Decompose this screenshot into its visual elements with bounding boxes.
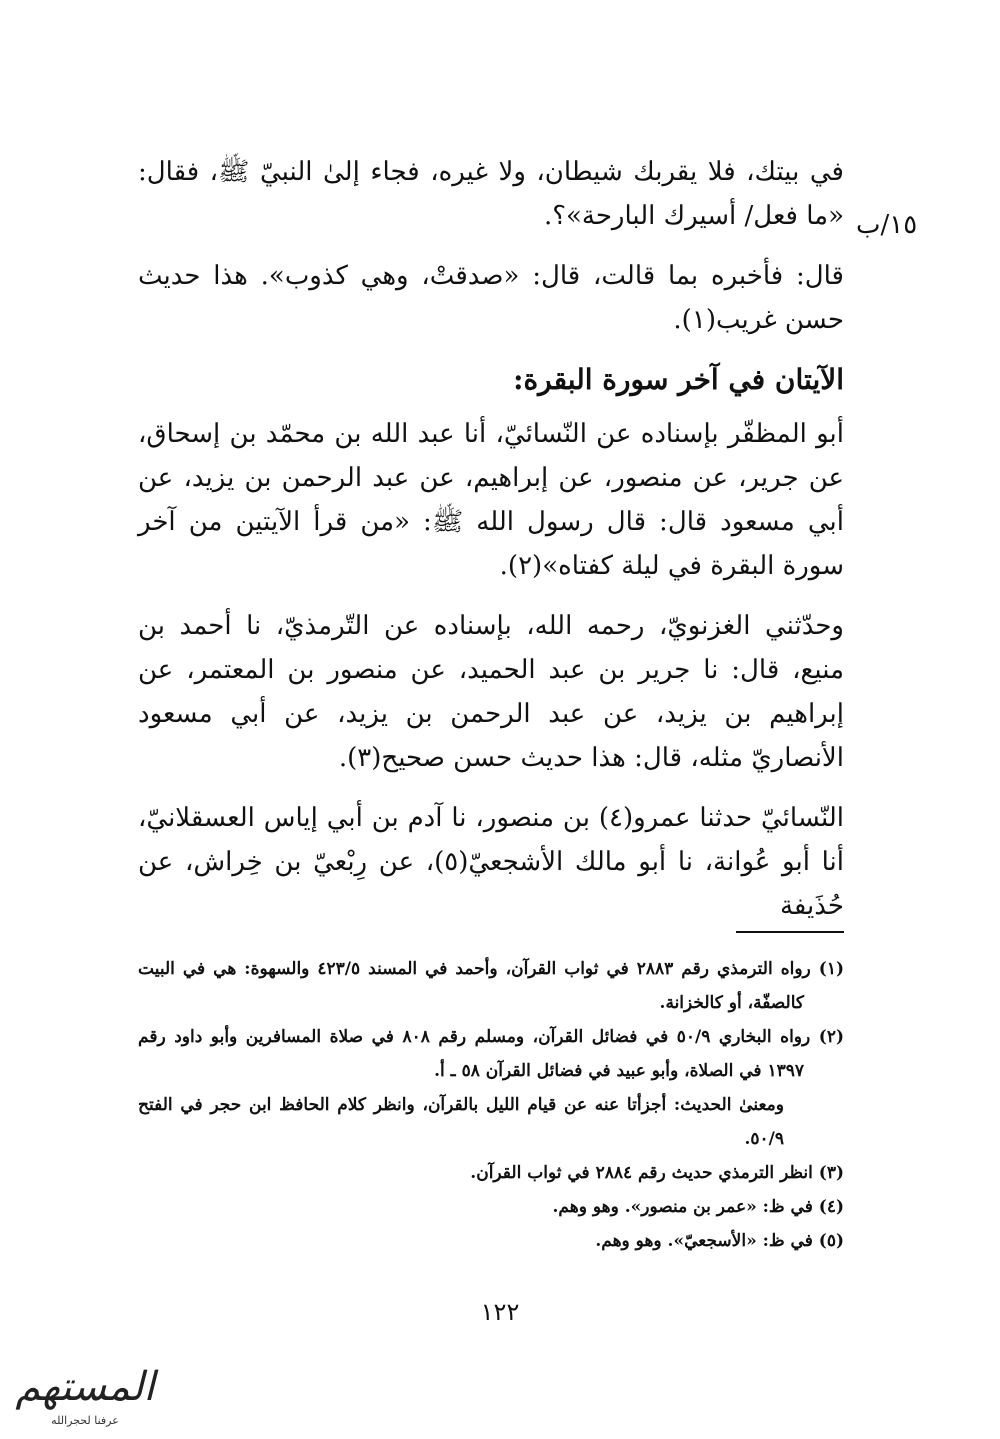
footnote-2: (٢) رواه البخاري ٥٠/٩ في فضائل القرآن، ومسلم رقم ٨٠٨ في صلاة المسافرين وأبو داود رقم ١٣٩٧ في الصلاة، وأبو عبيد في فضائل القرآن ٥٨ ـ أ. (138, 1027, 844, 1081)
footnote-4: (٤) في ظ: «عمر بن منصور». وهو وهم. (552, 1197, 844, 1217)
paragraph-5: النّسائيّ حدثنا عمرو(٤) بن منصور، نا آدم بن أبي إياس العسقلانيّ، أنا أبو عُوانة، نا أبو مالك الأشجعيّ(٥)، عن رِبْعيّ بن خِراش، عن حُذَيفة (138, 803, 845, 921)
logo-sub-text: عرفنا لحجرالله (51, 1414, 119, 1427)
page-number: ١٢٢ (480, 1298, 520, 1326)
logo-main-text: المستهم (15, 1364, 155, 1410)
footnote-5: (٥) في ظ: «الأسجعيّ». وهو وهم. (595, 1231, 844, 1251)
footnote-separator (736, 931, 844, 933)
section-heading: الآيتان في آخر سورة البقرة: (513, 363, 844, 396)
main-text (138, 150, 844, 944)
paragraph-3: أبو المظفّر بإسناده عن النّسائيّ، أنا عبد الله بن محمّد بن إسحاق، عن جرير، عن منصور، عن إبراهيم، عن عبد الرحمن بن يزيد، عن أبي مسعود قال: قال رسول الله ﷺ: «من قرأ الآيتين من آخر سورة البقرة في ليلة كفتاه»(٢). (138, 419, 844, 581)
paragraph-4: وحدّثني الغزنويّ، رحمه الله، بإسناده عن التّرمذيّ، نا أحمد بن منيع، قال: نا جرير بن عبد الحميد، عن منصور بن المعتمر، عن إبراهيم بن يزيد، عن عبد الرحمن بن يزيد، عن أبي مسعود الأنصاريّ مثله، قال: هذا حديث حسن صحيح(٣). (138, 611, 845, 773)
footnote-1: (١) رواه الترمذي رقم ٢٨٨٣ في ثواب القرآن، وأحمد في المسند ٤٢٣/٥ والسهوة: هي في البيت كالصفّة، أو كالخزانة. (138, 959, 844, 1013)
paragraph-1: في بيتك، فلا يقربك شيطان، ولا غيره، فجاء إلىٰ النبيّ ﷺ، فقال: «ما فعل/ أسيرك البارحة»؟. (138, 157, 844, 231)
publisher-logo (10, 1350, 160, 1432)
footnotes (138, 952, 844, 1258)
footnote-2-continued: ومعنىٰ الحديث: أجزأتا عنه عن قيام الليل بالقرآن، وانظر كلام الحافظ ابن حجر في الفتح ٥٠/٩. (138, 1095, 784, 1149)
manuscript-folio-marker: ١٥/ب (856, 210, 918, 240)
footnote-3: (٣) انظر الترمذي حديث رقم ٢٨٨٤ في ثواب القرآن. (470, 1163, 844, 1183)
paragraph-2: قال: فأخبره بما قالت، قال: «صدقتْ، وهي كذوب». هذا حديث حسن غريب(١). (138, 261, 844, 335)
